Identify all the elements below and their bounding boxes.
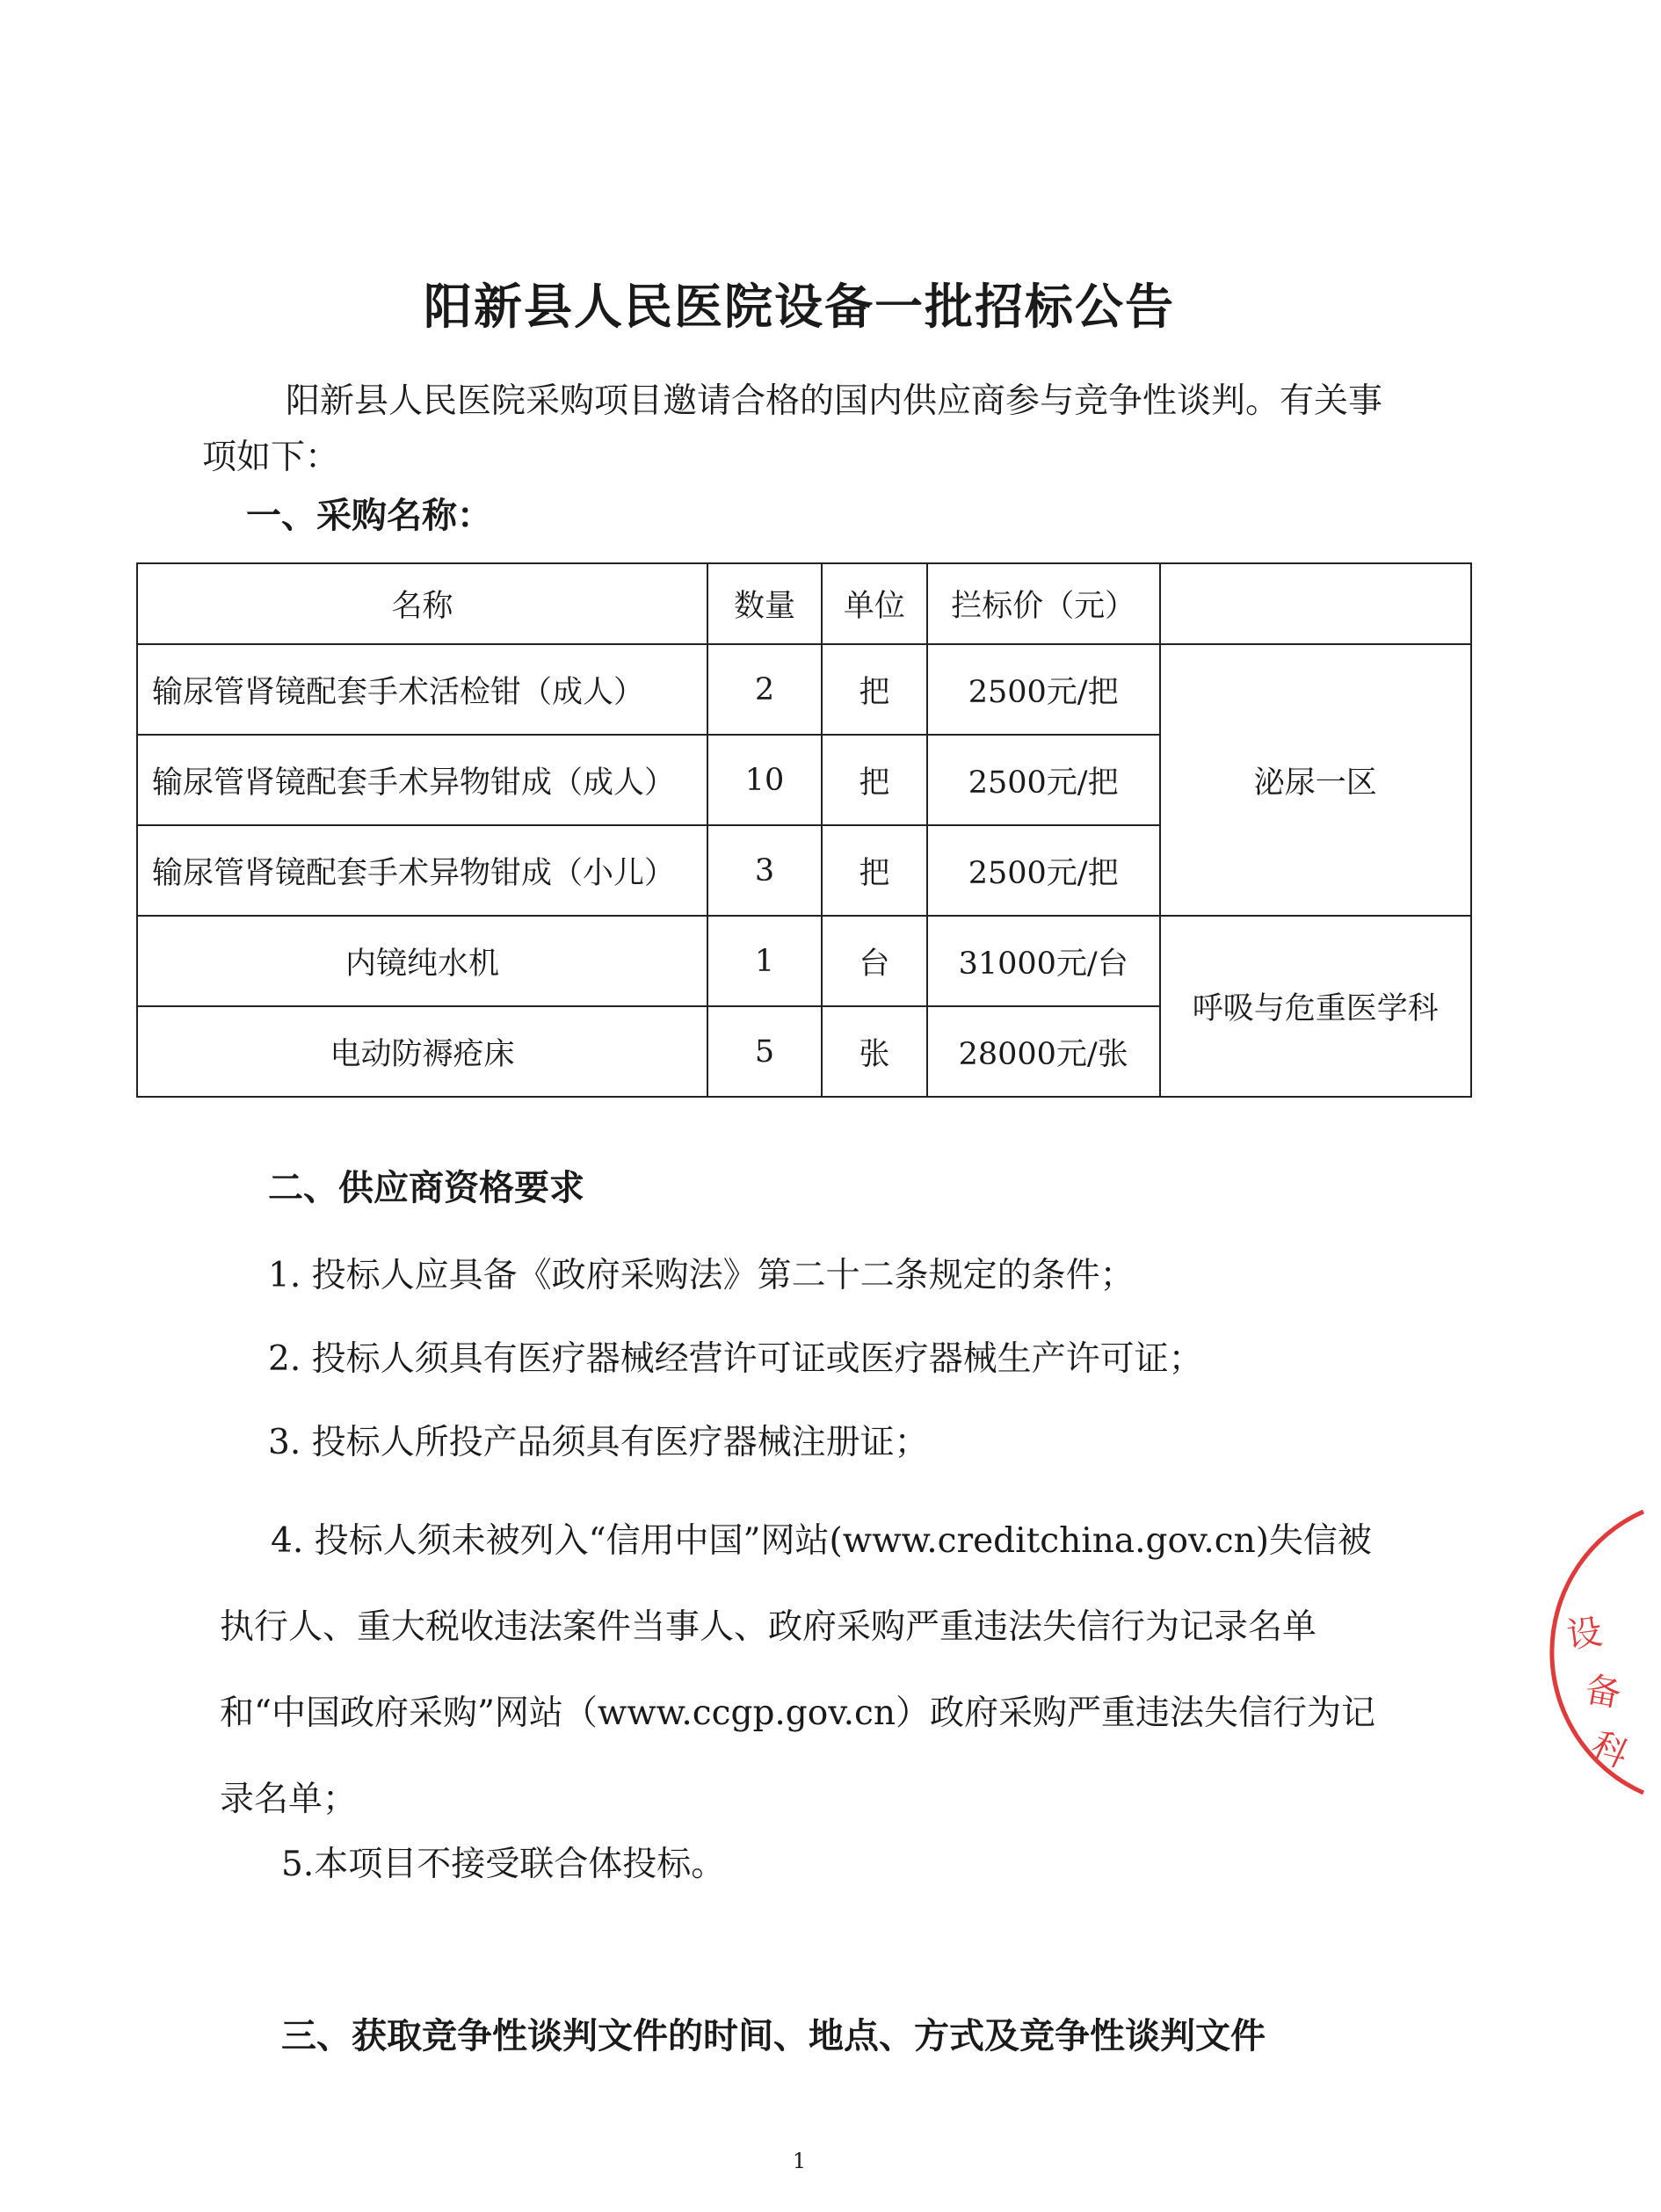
item-name: 输尿管肾镜配套手术异物钳成（成人） bbox=[137, 735, 707, 825]
svg-text:科: 科 bbox=[1585, 1724, 1635, 1776]
department-cell: 呼吸与危重医学科 bbox=[1160, 916, 1471, 1097]
intro-paragraph: 阳新县人民医院采购项目邀请合格的国内供应商参与竞争性谈判。有关事项如下： bbox=[202, 381, 1383, 477]
requirement-item: 4. 投标人须未被列入“信用中国”网站(www.creditchina.gov.cn)失信被执行人、重大税收违法案件当事人、政府采购严重违法失信行为记录名单和“中国政府采购”网站（www.ccgp.gov.cn）政府采购严重违法失信行为记录名单； bbox=[220, 1521, 1376, 1819]
item-unit: 张 bbox=[822, 1006, 927, 1097]
department-seal-stamp bbox=[1485, 1485, 1661, 1819]
requirement-item: 5.本项目不接受联合体投标。 bbox=[281, 1845, 726, 1884]
item-price: 2500元/把 bbox=[927, 825, 1160, 916]
header-qty: 数量 bbox=[707, 563, 822, 644]
item-name: 输尿管肾镜配套手术活检钳（成人） bbox=[137, 644, 707, 735]
header-dept bbox=[1160, 563, 1471, 644]
header-price: 拦标价（元） bbox=[927, 563, 1160, 644]
page-number: 1 bbox=[792, 2149, 807, 2173]
procurement-table bbox=[136, 562, 1472, 1098]
item-qty: 3 bbox=[707, 825, 822, 916]
section-1-heading: 一、采购名称： bbox=[246, 496, 492, 536]
table-row bbox=[137, 916, 1471, 1006]
header-unit: 单位 bbox=[822, 563, 927, 644]
item-name: 内镜纯水机 bbox=[137, 916, 707, 1006]
item-name: 电动防褥疮床 bbox=[137, 1006, 707, 1097]
item-qty: 10 bbox=[707, 735, 822, 825]
section-3-heading: 三、获取竞争性谈判文件的时间、地点、方式及竞争性谈判文件 bbox=[281, 2016, 1266, 2056]
item-unit: 把 bbox=[822, 735, 927, 825]
item-unit: 台 bbox=[822, 916, 927, 1006]
table-header-row bbox=[137, 563, 1471, 644]
svg-text:设: 设 bbox=[1563, 1611, 1606, 1657]
header-name: 名称 bbox=[137, 563, 707, 644]
item-qty: 2 bbox=[707, 644, 822, 735]
item-price: 31000元/台 bbox=[927, 916, 1160, 1006]
item-name: 输尿管肾镜配套手术异物钳成（小儿） bbox=[137, 825, 707, 916]
requirement-item: 3. 投标人所投产品须具有医疗器械注册证； bbox=[268, 1423, 929, 1462]
item-price: 2500元/把 bbox=[927, 644, 1160, 735]
item-qty: 5 bbox=[707, 1006, 822, 1097]
svg-text:备: 备 bbox=[1582, 1669, 1624, 1715]
item-unit: 把 bbox=[822, 644, 927, 735]
requirement-item: 1. 投标人应具备《政府采购法》第二十二条规定的条件； bbox=[268, 1256, 1135, 1295]
section-2-heading: 二、供应商资格要求 bbox=[268, 1168, 584, 1208]
requirement-item: 2. 投标人须具有医疗器械经营许可证或医疗器械生产许可证； bbox=[268, 1339, 1203, 1379]
table-row bbox=[137, 644, 1471, 735]
page-title: 阳新县人民医院设备一批招标公告 bbox=[423, 279, 1175, 335]
item-price: 28000元/张 bbox=[927, 1006, 1160, 1097]
department-cell: 泌尿一区 bbox=[1160, 644, 1471, 916]
item-unit: 把 bbox=[822, 825, 927, 916]
item-price: 2500元/把 bbox=[927, 735, 1160, 825]
item-qty: 1 bbox=[707, 916, 822, 1006]
